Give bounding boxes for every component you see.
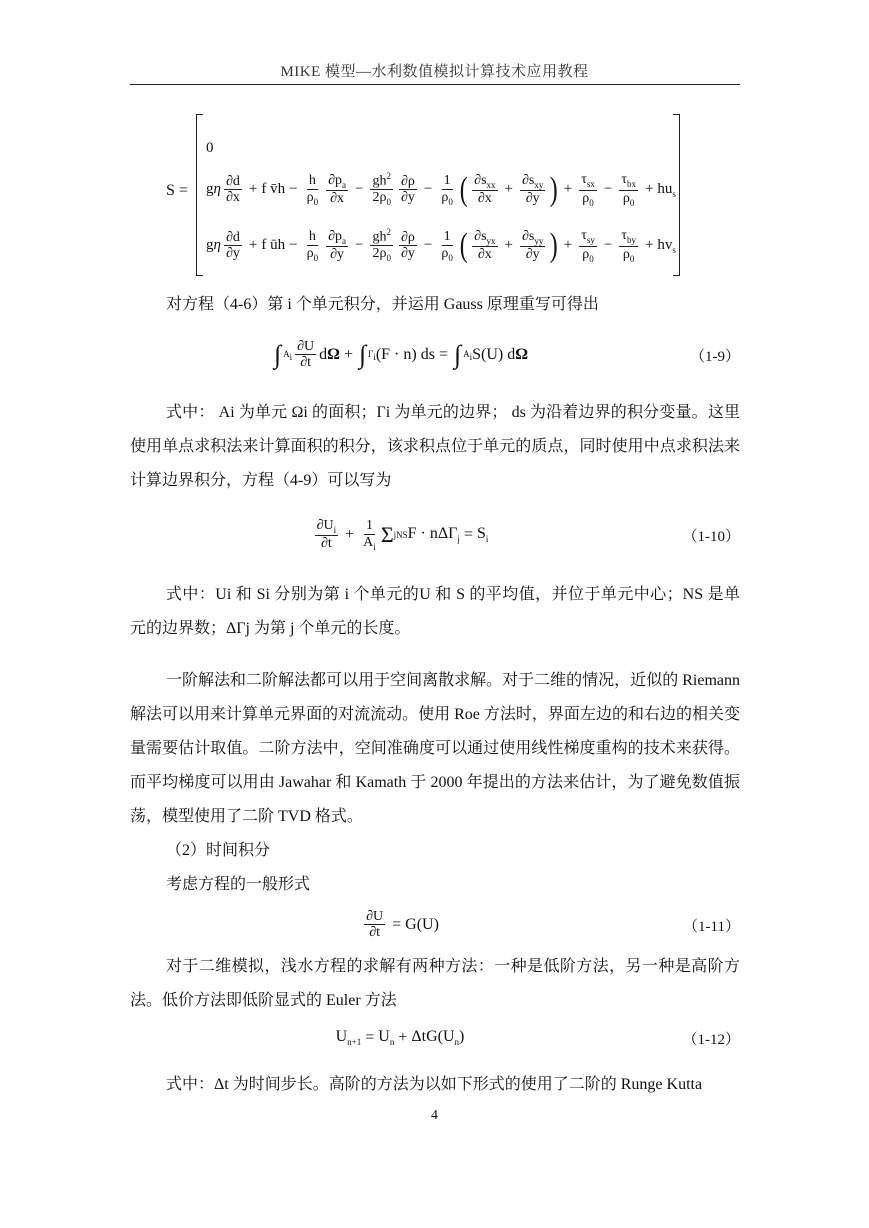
equation-1-11: [130, 902, 740, 948]
equation-1-10: [130, 510, 740, 560]
equation-1-12-body: $U_{n+1}$ = $U_n$ + $\Delta tG(U_n)$: [335, 1028, 465, 1048]
page-number: 4: [431, 1108, 438, 1123]
equation-1-11-body: $\frac{\partial U}{\partial t}$ = G(U): [366, 908, 439, 941]
matrix-row-1: 0: [206, 140, 214, 156]
paragraph-3: 式中：Ui 和 Si 分别为第 i 个单元的U 和 S 的平均值，并位于单元中心；NS 是单元的边界数；ΔΓj 为第 j 个单元的长度。: [130, 586, 740, 637]
equation-label-1-9: （1-9）: [690, 348, 740, 365]
running-header: MIKE 模型—水利数值模拟计算技术应用教程: [280, 64, 589, 80]
equation-1-9: [130, 332, 740, 378]
matrix-row-2: gη $\frac{\partial d}{\partial x}$ + f v̄h − $\frac{h}{\rho_0}$ $\frac{\partial p_a}{\partial x}$ − $\frac{gh^2}{2\rho_0}$ $\frac{\partial\rho}{\partial y}$ − $\frac{1}{\rho_0}$ ( $\frac{\partial s_{xx}}{\partial x}$ + $\frac{\partial s_{xy}}{\partial y}$ ) + $\frac{\tau_{sx}}{\rho_0}$ − $\frac{\tau_{bx}}{\rho_0}$ + $hu_s$: [206, 170, 676, 208]
equation-1-12: [130, 1020, 740, 1056]
source-term-matrix: [160, 110, 720, 280]
equation-label-1-10: （1-10）: [682, 528, 740, 545]
paragraph-1: 对方程（4-6）第 i 个单元积分，并运用 Gauss 原理重写可得出: [166, 296, 599, 313]
paragraph-8: 式中：Δt 为时间步长。高阶的方法为以如下形式的使用了二阶的 Runge Kutta: [166, 1076, 703, 1093]
section-heading-time-integration: （2）时间积分: [166, 842, 271, 859]
paragraph-6: 考虑方程的一般形式: [166, 876, 311, 893]
paragraph-2: 式中： Ai 为单元 Ωi 的面积；Γi 为单元的边界； ds 为沿着边界的积分变量。这里使用单点求积法来计算面积的积分，该求积点位于单元的质点，同时使用中点求积法来计算边界积分，方程（4-9）可以写为: [130, 404, 740, 489]
equation-label-1-12: （1-12）: [682, 1031, 740, 1048]
header-rule: [130, 84, 740, 85]
matrix-left-bracket: [196, 114, 203, 276]
matrix-row-3: gη $\frac{\partial d}{\partial y}$ + f ūh − $\frac{h}{\rho_0}$ $\frac{\partial p_a}{\partial y}$ − $\frac{gh^2}{2\rho_0}$ $\frac{\partial\rho}{\partial y}$ − $\frac{1}{\rho_0}$ ( $\frac{\partial s_{yx}}{\partial x}$ + $\frac{\partial s_{yy}}{\partial y}$ ) + $\frac{\tau_{sy}}{\rho_0}$ − $\frac{\tau_{by}}{\rho_0}$ + $hv_s$: [206, 226, 676, 264]
paragraph-7: 对于二维模拟，浅水方程的求解有两种方法：一种是低阶方法，另一种是高阶方法。低价方法即低阶显式的 Euler 方法: [130, 958, 740, 1009]
equation-1-10-body: $\frac{\partial U_i}{\partial t}$ + $\frac{1}{A_i}$ Σ j NS F · nΔΓ$_j$ = $S_i$: [316, 517, 489, 552]
equation-label-1-11: （1-11）: [683, 918, 740, 935]
equation-1-9-body: ∫ $A_i$ $\frac{\partial U}{\partial t}$ dΩ + ∫ $\Gamma_i$ (F · n) ds = ∫ $A_i$ S(U) dΩ: [273, 338, 529, 371]
paragraph-4: 一阶解法和二阶解法都可以用于空间离散求解。对于二维的情况，近似的 Riemann 解法可以用来计算单元界面的对流流动。使用 Roe 方法时，界面左边的和右边的相关变量需要估计取值。二阶方法中，空间准确度可以通过使用线性梯度重构的技术来获得。而平均梯度可以用由 Jawahar 和 Kamath 于 2000 年提出的方法来估计，为了避免数值振荡，模型使用了二阶 TVD 格式。: [130, 672, 740, 825]
matrix-lhs: S =: [166, 182, 188, 199]
